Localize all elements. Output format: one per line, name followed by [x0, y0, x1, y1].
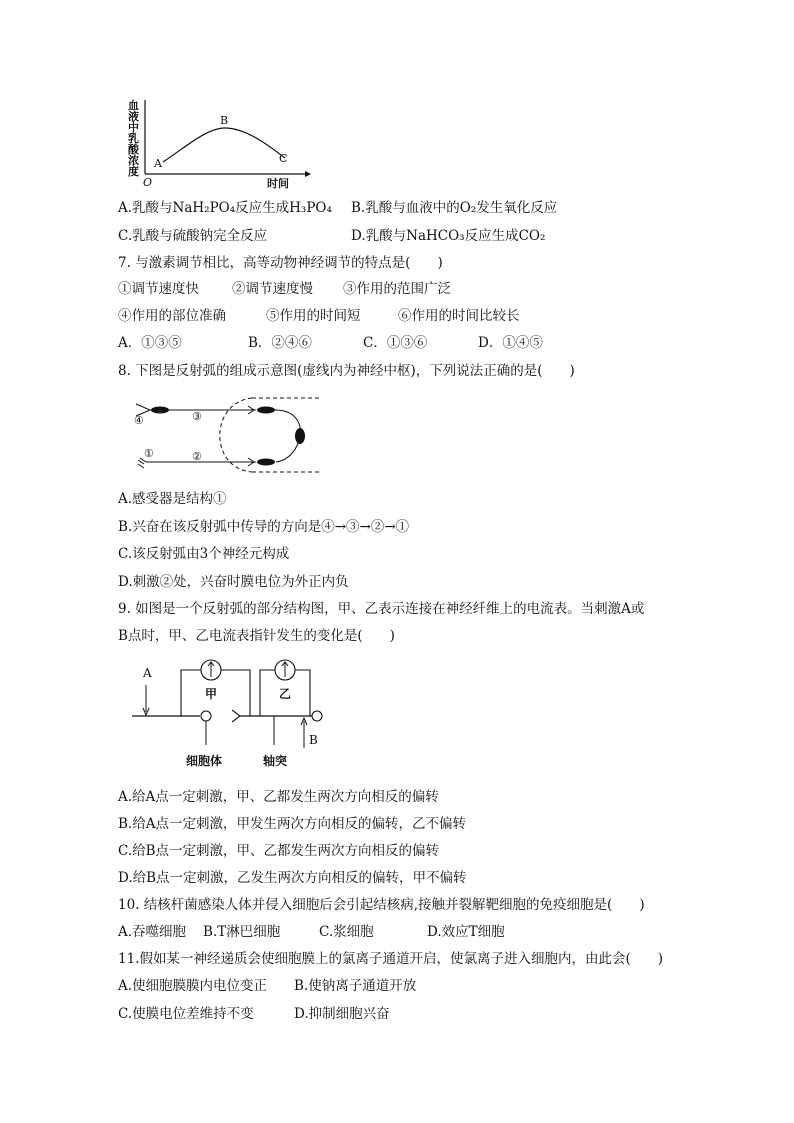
synapse: [232, 710, 240, 722]
q6-option-c: C.乳酸与硫酸钠完全反应: [118, 228, 268, 244]
upper-interneuron-body: [257, 407, 275, 414]
q6-option-b: B.乳酸与血液中的O₂发生氧化反应: [351, 200, 558, 216]
q8-option-b: B.兴奋在该反射弧中传导的方向是④→③→②→①: [118, 519, 410, 535]
cell-body: [201, 711, 211, 721]
q8-stem: 8. 下图是反射弧的组成示意图(虚线内为神经中枢)，下列说法正确的是( ): [118, 363, 575, 379]
q7-stem: 7. 与激素调节相比，高等动物神经调节的特点是( ): [118, 255, 443, 271]
label-1: ①: [144, 447, 154, 460]
q9-option-b: B.给A点一定刺激，甲发生两次方向相反的偏转，乙不偏转: [118, 816, 466, 832]
cell-body-label: 细胞体: [186, 754, 223, 768]
q11-option-b: B.使钠离子通道开放: [294, 978, 417, 994]
q7-statement-5: ⑤作用的时间短: [266, 308, 361, 324]
point-c-label: C: [279, 152, 288, 165]
label-4: ④: [134, 414, 144, 427]
q7-statement-2: ②调节速度慢: [232, 281, 313, 297]
ylabel-char: 液: [128, 110, 139, 123]
axon-label: 轴突: [263, 754, 288, 768]
origin-label: O: [143, 176, 153, 189]
q7-option-b: B．②④⑥: [248, 335, 312, 351]
point-a-label: A: [143, 666, 152, 680]
q8-option-d: D.刺激②处，兴奋时膜电位为外正内负: [118, 574, 349, 590]
q11-option-c: C.使膜电位差维持不变: [118, 1006, 254, 1022]
ylabel-char: 乳: [128, 132, 139, 145]
q7-option-d: D．①④⑤: [478, 335, 543, 351]
q10-option-d: D.效应T细胞: [427, 924, 505, 940]
ylabel-char: 中: [128, 121, 139, 134]
q7-statement-4: ④作用的部位准确: [118, 308, 226, 324]
q6-option-d: D.乳酸与NaHCO₃反应生成CO₂: [351, 228, 546, 244]
reflex-arc-figure: [130, 390, 330, 480]
q9-stem-line2: B点时，甲、乙电流表指针发生的变化是( ): [118, 628, 395, 644]
q8-option-a: A.感受器是结构①: [118, 491, 227, 507]
q11-option-a: A.使细胞膜膜内电位变正: [118, 978, 268, 994]
point-a-label: A: [154, 157, 162, 170]
meter-yi-label: 乙: [279, 687, 292, 701]
q6-option-a: A.乳酸与NaH₂PO₄反应生成H₃PO₄: [118, 200, 332, 216]
point-b-label: B: [309, 733, 318, 747]
ylabel-char: 酸: [128, 143, 139, 156]
lactate-figure: [125, 98, 315, 190]
x-axis-arrow: [305, 171, 311, 177]
q7-option-a: A．①③⑤: [118, 335, 182, 351]
q7-statement-3: ③作用的范围广泛: [343, 281, 451, 297]
label-2: ②: [192, 450, 202, 463]
q11-option-d: D.抑制细胞兴奋: [294, 1006, 390, 1022]
q11-stem: 11.假如某一神经递质会使细胞膜上的氯离子通道开启，使氯离子进入细胞内，由此会( ): [118, 951, 664, 967]
meter-jia-label: 甲: [205, 687, 218, 701]
xlabel: 时间: [267, 177, 289, 190]
ylabel-char: 血: [128, 99, 139, 112]
q7-option-c: C．①③⑥: [363, 335, 428, 351]
q10-option-b: B.T淋巴细胞: [203, 924, 281, 940]
axon-terminal: [312, 711, 322, 721]
lactate-curve: [163, 128, 285, 162]
q10-stem: 10. 结核杆菌感染人体并侵入细胞后会引起结核病,接触并裂解靶细胞的免疫细胞是( ): [118, 897, 645, 913]
q10-option-a: A.吞噬细胞: [118, 924, 187, 940]
cns-boundary-arc: [220, 398, 252, 472]
q7-statement-1: ①调节速度快: [118, 281, 199, 297]
q7-statement-6: ⑥作用的时间比较长: [398, 308, 520, 324]
label-3: ③: [192, 410, 202, 423]
upper-cell-body: [151, 407, 169, 414]
ammeter-figure: [128, 655, 338, 775]
q9-option-c: C.给B点一定刺激，甲、乙都发生两次方向相反的偏转: [118, 843, 440, 859]
point-b-label: B: [220, 114, 229, 127]
q8-option-c: C.该反射弧由3个神经元构成: [118, 546, 290, 562]
q9-option-a: A.给A点一定刺激，甲、乙都发生两次方向相反的偏转: [118, 789, 439, 805]
ylabel-char: 度: [128, 165, 139, 178]
interneuron-cell-body: [295, 428, 305, 444]
q9-option-d: D.给B点一定刺激，乙发生两次方向相反的偏转，甲不偏转: [118, 870, 467, 886]
q10-option-c: C.浆细胞: [319, 924, 374, 940]
q9-stem-line1: 9. 如图是一个反射弧的部分结构图，甲、乙表示连接在神经纤维上的电流表。当刺激A或: [118, 601, 645, 617]
lactate-ylabel: [128, 98, 140, 178]
lower-interneuron-body: [257, 459, 275, 466]
ylabel-char: 浓: [128, 154, 139, 167]
